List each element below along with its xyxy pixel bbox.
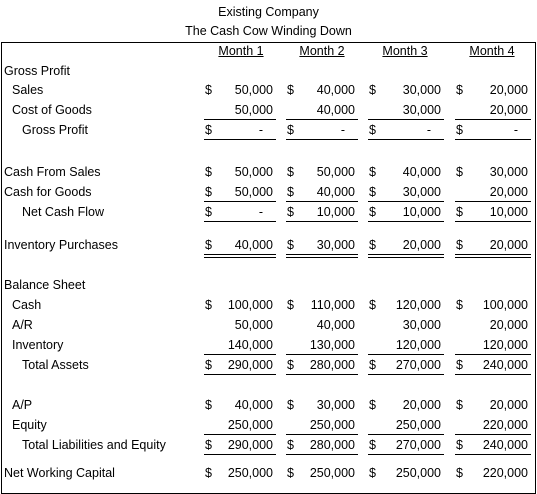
cell-value: 120,000 bbox=[395, 338, 441, 352]
row-label: Sales bbox=[12, 83, 44, 97]
dollar-sign: $ bbox=[369, 185, 376, 199]
dollar-sign: $ bbox=[456, 398, 463, 412]
row-label: Gross Profit bbox=[22, 123, 88, 137]
cell-value: 50,000 bbox=[234, 318, 273, 332]
cell-value: 250,000 bbox=[309, 466, 355, 480]
underline bbox=[455, 434, 531, 435]
underline bbox=[204, 454, 276, 455]
dollar-sign: $ bbox=[287, 358, 294, 372]
dollar-sign: $ bbox=[456, 358, 463, 372]
cell-value: 120,000 bbox=[395, 298, 441, 312]
row-label: Total Liabilities and Equity bbox=[22, 438, 166, 452]
sheet-title: Existing Company bbox=[218, 5, 319, 19]
row-label: Cash bbox=[12, 298, 42, 312]
dollar-sign: $ bbox=[287, 205, 294, 219]
underline bbox=[455, 139, 531, 140]
dollar-sign: $ bbox=[287, 298, 294, 312]
cell-value: 30,000 bbox=[402, 83, 441, 97]
dollar-sign: $ bbox=[287, 185, 294, 199]
underline bbox=[455, 354, 531, 355]
row-label: Gross Profit bbox=[4, 64, 70, 78]
underline bbox=[368, 434, 444, 435]
underline bbox=[286, 354, 358, 355]
cell-value: 280,000 bbox=[309, 358, 355, 372]
underline bbox=[368, 354, 444, 355]
dollar-sign: $ bbox=[205, 205, 212, 219]
dollar-sign: $ bbox=[456, 83, 463, 97]
cell-value: 250,000 bbox=[227, 466, 273, 480]
cell-value: 250,000 bbox=[227, 418, 273, 432]
cell-value: 30,000 bbox=[316, 238, 355, 252]
cell-value: 290,000 bbox=[227, 438, 273, 452]
cell-value: 40,000 bbox=[234, 398, 273, 412]
dollar-sign: $ bbox=[205, 398, 212, 412]
underline bbox=[455, 119, 531, 120]
dollar-sign: $ bbox=[205, 238, 212, 252]
underline bbox=[455, 374, 531, 375]
cell-value: 30,000 bbox=[316, 398, 355, 412]
cell-value: 10,000 bbox=[316, 205, 355, 219]
dollar-sign: $ bbox=[205, 358, 212, 372]
underline bbox=[368, 201, 444, 202]
dollar-sign: $ bbox=[287, 238, 294, 252]
row-label: Inventory Purchases bbox=[4, 238, 118, 252]
underline bbox=[368, 139, 444, 140]
dollar-sign: $ bbox=[205, 466, 212, 480]
cell-value: - bbox=[258, 123, 263, 137]
row-label: Cost of Goods bbox=[12, 103, 92, 117]
month-3-header: Month 3 bbox=[382, 44, 428, 58]
dollar-sign: $ bbox=[287, 123, 294, 137]
cell-value: 270,000 bbox=[395, 358, 441, 372]
month-4-header: Month 4 bbox=[469, 44, 515, 58]
cell-value: 130,000 bbox=[309, 338, 355, 352]
dollar-sign: $ bbox=[369, 358, 376, 372]
dollar-sign: $ bbox=[287, 165, 294, 179]
cell-value: 10,000 bbox=[489, 205, 528, 219]
cell-value: 40,000 bbox=[316, 185, 355, 199]
dollar-sign: $ bbox=[369, 165, 376, 179]
dollar-sign: $ bbox=[287, 438, 294, 452]
dollar-sign: $ bbox=[456, 238, 463, 252]
underline bbox=[286, 221, 358, 222]
underline bbox=[286, 374, 358, 375]
row-label: Inventory bbox=[12, 338, 64, 352]
cell-value: - bbox=[340, 123, 345, 137]
cell-value: 30,000 bbox=[489, 165, 528, 179]
month-1-header: Month 1 bbox=[218, 44, 264, 58]
underline bbox=[455, 454, 531, 455]
cell-value: 40,000 bbox=[316, 318, 355, 332]
underline bbox=[368, 454, 444, 455]
double-underline bbox=[455, 254, 531, 258]
cell-value: 50,000 bbox=[316, 165, 355, 179]
underline bbox=[455, 221, 531, 222]
dollar-sign: $ bbox=[205, 123, 212, 137]
cell-value: 50,000 bbox=[234, 83, 273, 97]
cell-value: 10,000 bbox=[402, 205, 441, 219]
cell-value: 20,000 bbox=[489, 398, 528, 412]
underline bbox=[286, 434, 358, 435]
double-underline bbox=[368, 254, 444, 258]
underline bbox=[368, 221, 444, 222]
cell-value: 20,000 bbox=[402, 398, 441, 412]
row-label: Net Cash Flow bbox=[22, 205, 104, 219]
cell-value: 50,000 bbox=[234, 185, 273, 199]
dollar-sign: $ bbox=[287, 398, 294, 412]
row-label: Balance Sheet bbox=[4, 278, 86, 292]
dollar-sign: $ bbox=[456, 205, 463, 219]
dollar-sign: $ bbox=[369, 438, 376, 452]
sheet-subtitle: The Cash Cow Winding Down bbox=[185, 24, 352, 38]
cell-value: 110,000 bbox=[310, 298, 355, 312]
underline bbox=[286, 201, 358, 202]
underline bbox=[204, 354, 276, 355]
cell-value: - bbox=[513, 123, 518, 137]
underline bbox=[286, 119, 358, 120]
underline bbox=[204, 221, 276, 222]
cell-value: 20,000 bbox=[489, 185, 528, 199]
cell-value: 20,000 bbox=[489, 83, 528, 97]
cell-value: 20,000 bbox=[402, 238, 441, 252]
dollar-sign: $ bbox=[456, 165, 463, 179]
row-label: A/R bbox=[12, 318, 33, 332]
cell-value: 240,000 bbox=[482, 358, 528, 372]
row-label: A/P bbox=[12, 398, 33, 412]
cell-value: 40,000 bbox=[316, 103, 355, 117]
table-border-right bbox=[535, 42, 536, 494]
table-border-left bbox=[1, 42, 2, 494]
cell-value: 20,000 bbox=[489, 238, 528, 252]
cell-value: 250,000 bbox=[309, 418, 355, 432]
dollar-sign: $ bbox=[456, 123, 463, 137]
dollar-sign: $ bbox=[205, 165, 212, 179]
dollar-sign: $ bbox=[456, 466, 463, 480]
cell-value: 220,000 bbox=[482, 418, 528, 432]
underline bbox=[204, 139, 276, 140]
row-label: Equity bbox=[12, 418, 47, 432]
cell-value: 100,000 bbox=[227, 298, 273, 312]
dollar-sign: $ bbox=[456, 298, 463, 312]
cell-value: 290,000 bbox=[227, 358, 273, 372]
underline bbox=[204, 201, 276, 202]
dollar-sign: $ bbox=[287, 466, 294, 480]
cell-value: 20,000 bbox=[489, 318, 528, 332]
cell-value: 220,000 bbox=[482, 466, 528, 480]
row-label: Cash From Sales bbox=[4, 165, 101, 179]
dollar-sign: $ bbox=[369, 466, 376, 480]
double-underline bbox=[286, 254, 358, 258]
cell-value: - bbox=[426, 123, 431, 137]
dollar-sign: $ bbox=[205, 438, 212, 452]
underline bbox=[204, 434, 276, 435]
dollar-sign: $ bbox=[369, 298, 376, 312]
month-2-header: Month 2 bbox=[299, 44, 345, 58]
dollar-sign: $ bbox=[369, 205, 376, 219]
cell-value: 30,000 bbox=[402, 185, 441, 199]
dollar-sign: $ bbox=[456, 438, 463, 452]
cell-value: 50,000 bbox=[234, 165, 273, 179]
cell-value: 40,000 bbox=[316, 83, 355, 97]
underline bbox=[204, 119, 276, 120]
cell-value: 40,000 bbox=[402, 165, 441, 179]
row-label: Cash for Goods bbox=[4, 185, 92, 199]
underline bbox=[286, 139, 358, 140]
dollar-sign: $ bbox=[369, 398, 376, 412]
cell-value: 250,000 bbox=[395, 466, 441, 480]
cell-value: 40,000 bbox=[234, 238, 273, 252]
cell-value: 120,000 bbox=[482, 338, 528, 352]
cell-value: 30,000 bbox=[402, 103, 441, 117]
cell-value: 250,000 bbox=[395, 418, 441, 432]
underline bbox=[204, 374, 276, 375]
cell-value: - bbox=[258, 205, 263, 219]
cell-value: 100,000 bbox=[482, 298, 528, 312]
dollar-sign: $ bbox=[287, 83, 294, 97]
row-label: Total Assets bbox=[22, 358, 89, 372]
dollar-sign: $ bbox=[369, 83, 376, 97]
underline bbox=[286, 454, 358, 455]
dollar-sign: $ bbox=[369, 123, 376, 137]
cell-value: 270,000 bbox=[395, 438, 441, 452]
dollar-sign: $ bbox=[205, 185, 212, 199]
dollar-sign: $ bbox=[205, 298, 212, 312]
row-label: Net Working Capital bbox=[4, 466, 115, 480]
cell-value: 20,000 bbox=[489, 103, 528, 117]
cell-value: 30,000 bbox=[402, 318, 441, 332]
cell-value: 240,000 bbox=[482, 438, 528, 452]
underline bbox=[368, 119, 444, 120]
underline bbox=[368, 374, 444, 375]
cell-value: 280,000 bbox=[309, 438, 355, 452]
cell-value: 140,000 bbox=[227, 338, 273, 352]
dollar-sign: $ bbox=[369, 238, 376, 252]
cell-value: 50,000 bbox=[234, 103, 273, 117]
underline bbox=[455, 201, 531, 202]
double-underline bbox=[204, 254, 276, 258]
dollar-sign: $ bbox=[205, 83, 212, 97]
